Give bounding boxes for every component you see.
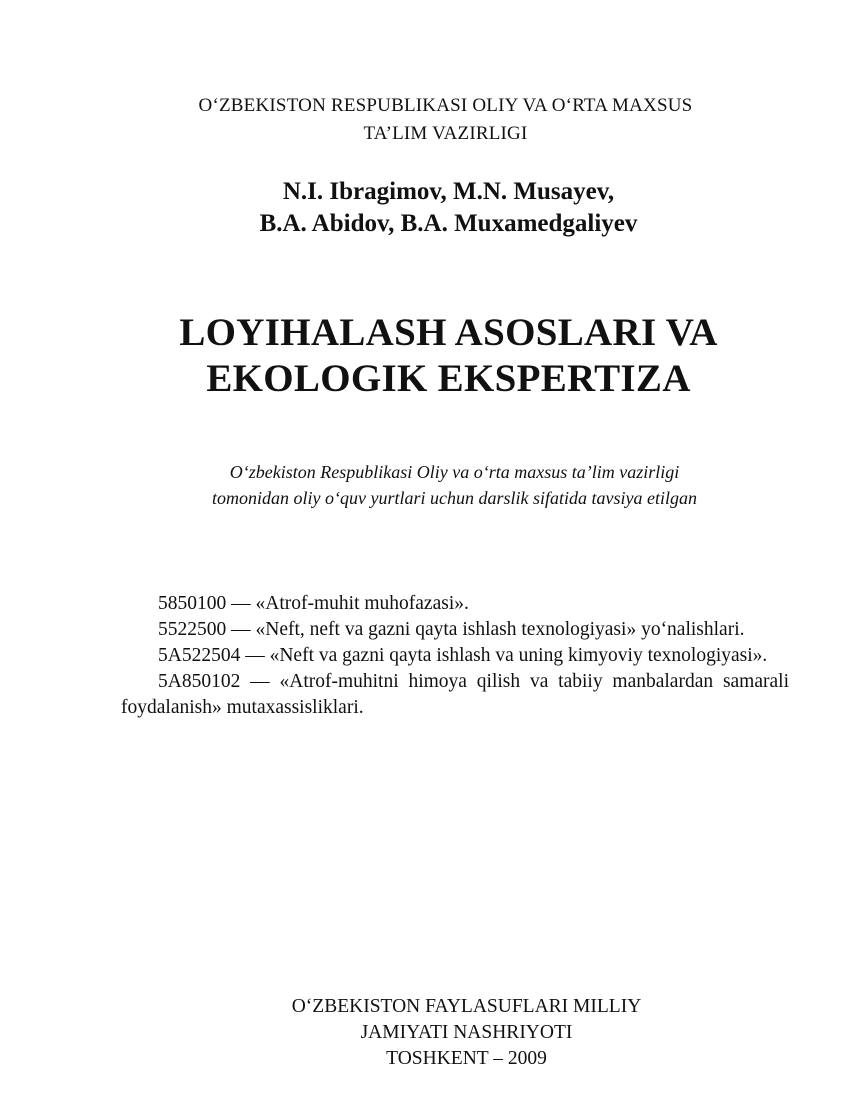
- book-title-line-1: LOYIHALASH ASOSLARI VA: [179, 311, 718, 354]
- authors-block: [0, 176, 861, 240]
- specialty-item: 5850100 — «Atrof-muhit muhofazasi».: [158, 593, 469, 614]
- book-title-line-2: EKOLOGIK EKSPERTIZA: [206, 357, 691, 400]
- specialty-item: 5A850102 — «Atrof-muhitni himoya qilish va tabiiy manbalardan samarali foydalanish» mutaxassisliklari.: [121, 671, 789, 718]
- publisher-line-2: JAMIYATI NASHRIYOTI: [360, 1022, 573, 1043]
- publisher-city-year: TOSHKENT – 2009: [386, 1048, 547, 1069]
- recommendation-line-2: tomonidan oliy o‘quv yurtlari uchun darslik sifatida tavsiya etilgan: [212, 488, 697, 508]
- publisher-block: [0, 994, 861, 1072]
- ministry-line-2: TA’LIM VAZIRLIGI: [363, 123, 528, 144]
- book-title: [0, 310, 861, 402]
- specialty-item: 5A522504 — «Neft va gazni qayta ishlash va uning kimyoviy texnologiyasi».: [158, 645, 768, 666]
- specialties-list: [121, 591, 789, 721]
- authors-line-2: B.A. Abidov, B.A. Muxamedgaliyev: [259, 210, 638, 237]
- authors-line-1: N.I. Ibragimov, M.N. Musayev,: [282, 178, 615, 205]
- ministry-line-1: O‘ZBEKISTON RESPUBLIKASI OLIY VA O‘RTA MAXSUS: [198, 95, 693, 116]
- publisher-line-1: O‘ZBEKISTON FAYLASUFLARI MILLIY: [291, 996, 642, 1017]
- recommendation-line-1: O‘zbekiston Respublikasi Oliy va o‘rta maxsus ta’lim vazirligi: [229, 462, 680, 482]
- ministry-header: [0, 92, 861, 148]
- specialty-item: 5522500 — «Neft, neft va gazni qayta ishlash texnologiyasi» yo‘nalishlari.: [158, 619, 745, 640]
- recommendation-note: [0, 459, 861, 511]
